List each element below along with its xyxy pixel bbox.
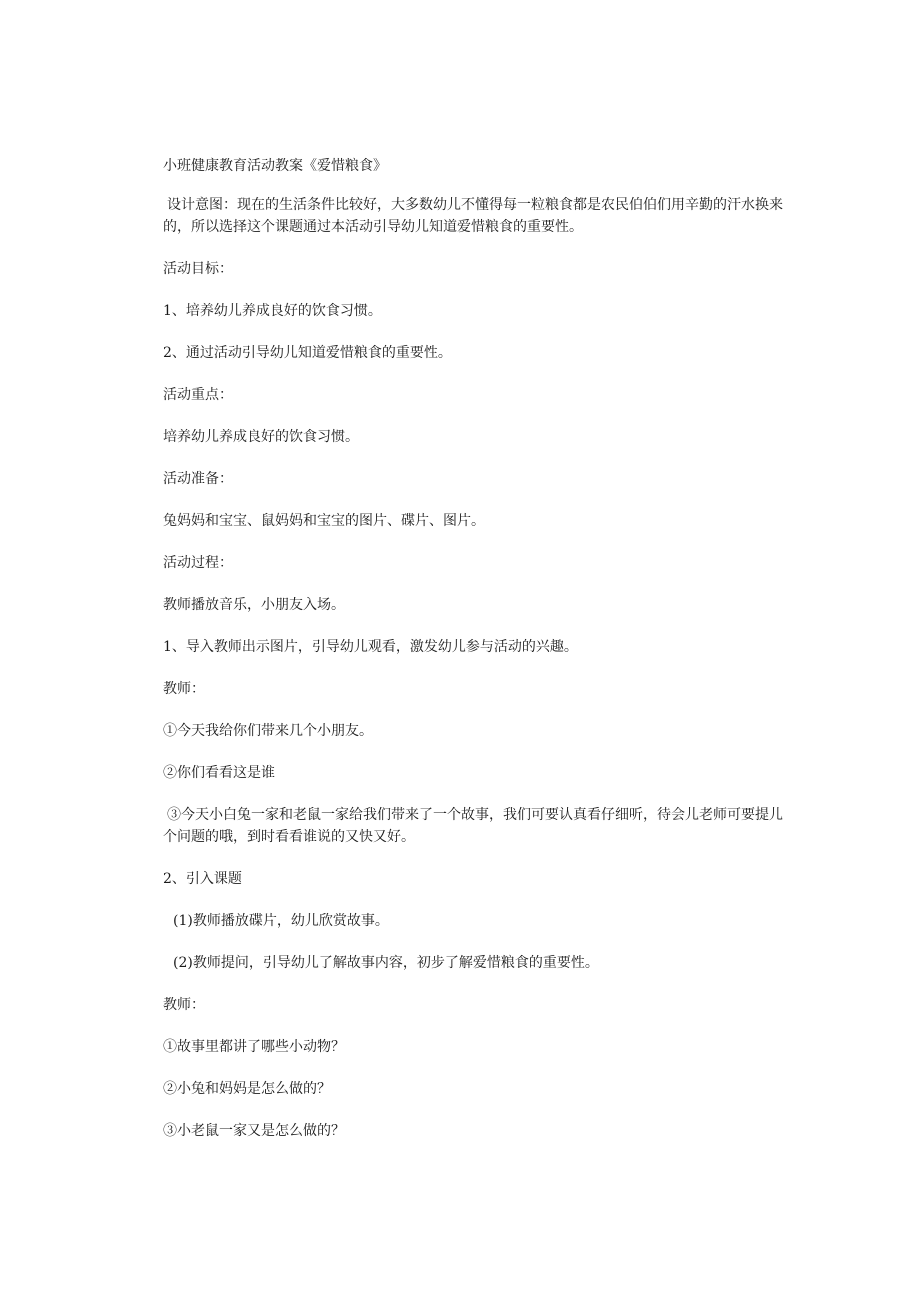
design-intent-paragraph: 设计意图：现在的生活条件比较好，大多数幼儿不懂得每一粒粮食都是农民伯伯们用辛勤的汗水换来的，所以选择这个课题通过本活动引导幼儿知道爱惜粮食的重要性。 [163,197,783,235]
question-2-2: ②小兔和妈妈是怎么做的？ [163,1081,331,1097]
focus-heading: 活动重点： [163,387,233,403]
question-2-1: ①故事里都讲了哪些小动物？ [163,1039,345,1055]
document-title: 小班健康教育活动教案《爱惜粮食》 [163,158,387,174]
focus-text: 培养幼儿养成良好的饮食习惯。 [163,429,359,445]
step-2-substep-2: (2)教师提问，引导幼儿了解故事内容，初步了解爱惜粮食的重要性。 [173,955,599,971]
goal-item-2: 2、通过活动引导幼儿知道爱惜粮食的重要性。 [163,345,452,361]
preparation-text: 兔妈妈和宝宝、鼠妈妈和宝宝的图片、碟片、图片。 [163,513,485,529]
preparation-heading: 活动准备： [163,471,233,487]
teacher-label-2: 教师： [163,997,205,1013]
document-body [163,155,788,1162]
step-2-substep-1: (1)教师播放碟片，幼儿欣赏故事。 [173,913,389,929]
question-1-3: ③今天小白兔一家和老鼠一家给我们带来了一个故事，我们可要认真看仔细听，待会儿老师可要提儿个问题的哦，到时看看谁说的又快又好。 [163,807,783,845]
question-1-2: ②你们看看这是谁 [163,765,275,781]
question-2-3: ③小老鼠一家又是怎么做的？ [163,1123,345,1139]
step-2: 2、引入课题 [163,871,242,887]
goals-heading: 活动目标： [163,261,233,277]
process-heading: 活动过程： [163,555,233,571]
goal-item-1: 1、培养幼儿养成良好的饮食习惯。 [163,303,382,319]
question-1-1: ①今天我给你们带来几个小朋友。 [163,723,373,739]
process-intro: 教师播放音乐，小朋友入场。 [163,597,345,613]
step-1: 1、导入教师出示图片，引导幼儿观看，激发幼儿参与活动的兴趣。 [163,639,578,655]
teacher-label-1: 教师： [163,681,205,697]
